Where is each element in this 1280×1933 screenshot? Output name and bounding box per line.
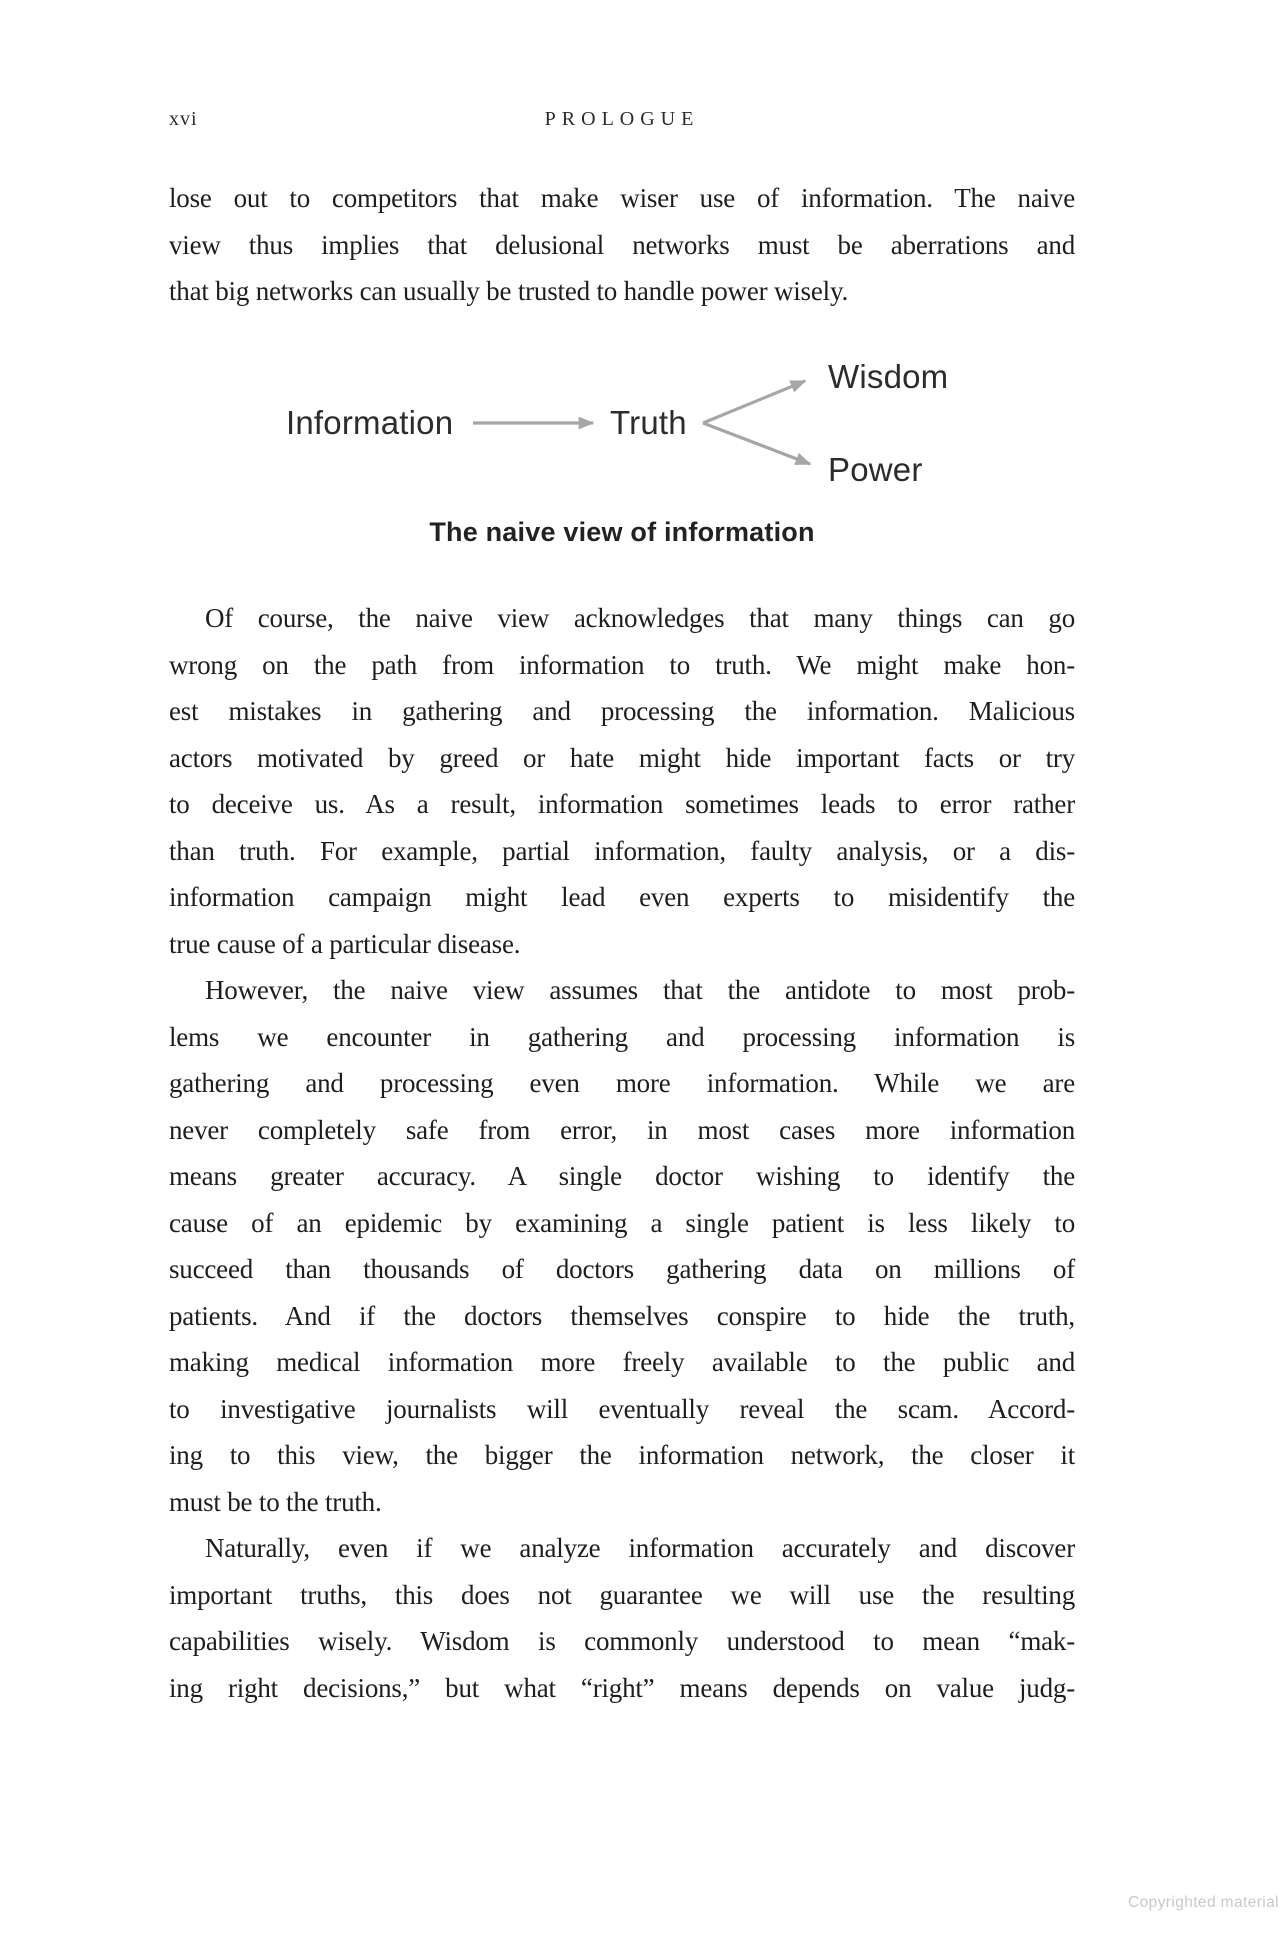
running-head-title: PROLOGUE [544, 108, 700, 130]
diagram-caption: The naive view of information [429, 517, 815, 547]
text-line: gathering and processing even more information. While we are [169, 1068, 1075, 1098]
text-line: never completely safe from error, in most cases more information [169, 1114, 1075, 1145]
text-line: lems we encounter in gathering and processing information is [169, 1021, 1075, 1052]
text-line: wrong on the path from information to truth. We might make hon- [169, 649, 1075, 680]
text-line: view thus implies that delusional networks must be aberrations and [169, 229, 1075, 260]
text-line: that big networks can usually be trusted to handle power wisely. [169, 276, 849, 306]
paragraph [169, 175, 1075, 315]
text-line: than truth. For example, partial information, faulty analysis, or a dis- [169, 835, 1075, 866]
text-line: ing right decisions,” but what “right” means depends on value judg- [169, 1672, 1075, 1703]
running-header [169, 108, 1075, 132]
diagram-node-information: Information [286, 404, 454, 441]
text-line: important truths, this does not guarantee we will use the resulting [169, 1579, 1075, 1610]
diagram-node-truth: Truth [610, 404, 687, 441]
arrow-truth-to-wisdom [703, 381, 805, 423]
text-line: capabilities wisely. Wisdom is commonly understood to mean “mak- [169, 1626, 1075, 1656]
text-line: succeed than thousands of doctors gathering data on millions of [169, 1254, 1075, 1284]
text-line: lose out to competitors that make wiser use of information. The naive [169, 183, 1075, 213]
copyright-watermark: Copyrighted material [1128, 1894, 1280, 1911]
text-line: Of course, the naive view acknowledges that many things can go [205, 603, 1075, 633]
text-line: must be to the truth. [169, 1486, 382, 1517]
text-line: means greater accuracy. A single doctor wishing to identify the [169, 1161, 1075, 1191]
text-line: actors motivated by greed or hate might hide important facts or try [169, 742, 1075, 773]
naive-view-diagram [169, 345, 1075, 560]
text-line: information campaign might lead even experts to misidentify the [169, 882, 1075, 912]
paragraph-block-top [169, 175, 1075, 315]
text-line: However, the naive view assumes that the antidote to most prob- [205, 975, 1075, 1005]
text-line: patients. And if the doctors themselves conspire to hide the truth, [169, 1300, 1075, 1331]
paragraph [169, 595, 1075, 967]
diagram-node-power: Power [828, 451, 923, 488]
text-line: true cause of a particular disease. [169, 928, 521, 959]
paragraph [169, 967, 1075, 1525]
text-line: to investigative journalists will eventually reveal the scam. Accord- [169, 1393, 1075, 1424]
text-line: to deceive us. As a result, information sometimes leads to error rather [169, 789, 1075, 819]
text-line: making medical information more freely available to the public and [169, 1347, 1075, 1377]
text-line: cause of an epidemic by examining a single patient is less likely to [169, 1207, 1075, 1238]
paragraph [169, 1525, 1075, 1711]
paragraph-block-main [169, 595, 1075, 1711]
page-number: xvi [169, 108, 198, 130]
diagram-node-wisdom: Wisdom [828, 358, 949, 395]
text-line: Naturally, even if we analyze information accurately and discover [205, 1533, 1075, 1563]
arrow-truth-to-power [703, 423, 810, 464]
text-line: ing to this view, the bigger the information network, the closer it [169, 1440, 1075, 1470]
text-line: est mistakes in gathering and processing the information. Malicious [169, 696, 1075, 726]
